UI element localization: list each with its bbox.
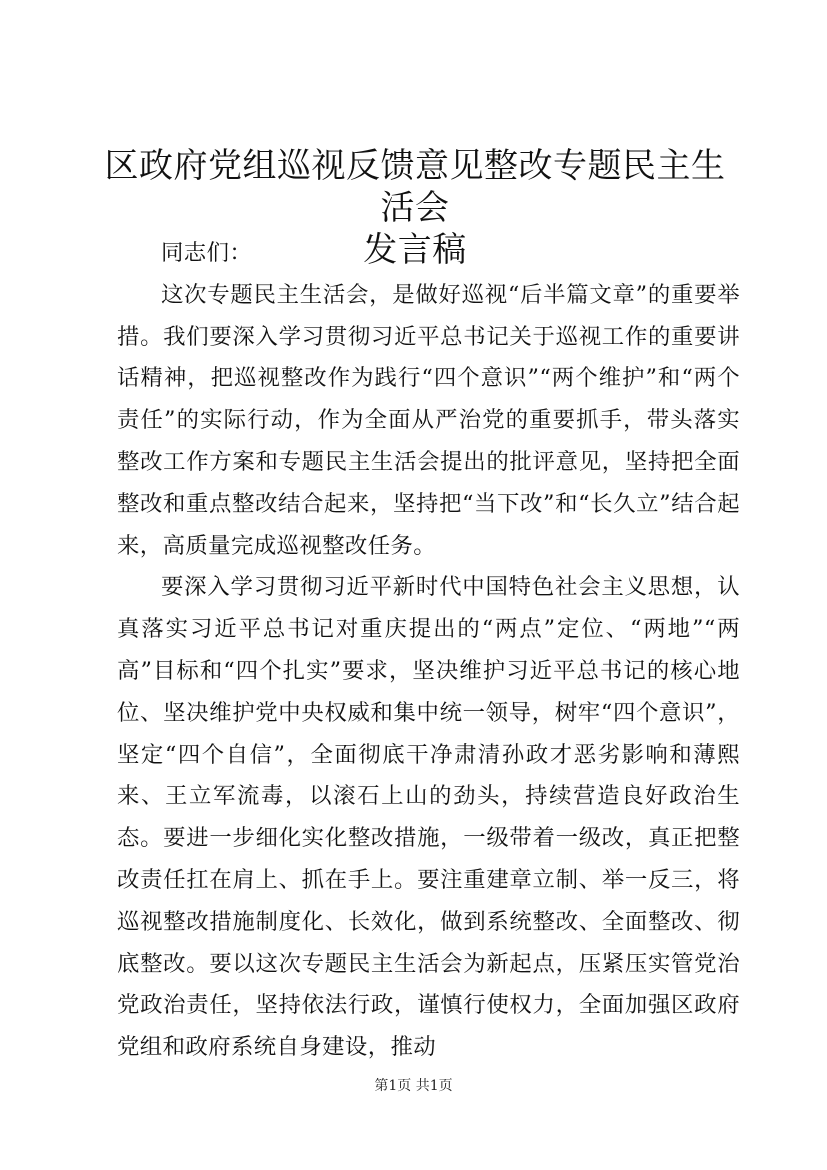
salutation: 同志们： bbox=[161, 240, 253, 266]
document-title-line-2: 发言稿 bbox=[363, 230, 467, 270]
page-number-label: 第1页 共1页 bbox=[374, 1078, 453, 1094]
body-paragraph-1: 这次专题民主生活会，是做好巡视“后半篇文章”的重要举措。我们要深入学习贯彻习近平总书记关于巡视工作的重要讲话精神，把巡视整改作为践行“四个意识”“两个维护”和“两个责任”的实际行动，作为全面从严治党的重要抓手，带头落实整改工作方案和专题民主生活会提出的批评意见，坚持把全面整改和重点整改结合起来，坚持把“当下改”和“长久立”结合起来，高质量完成巡视整改任务。 bbox=[117, 281, 740, 559]
document-body bbox=[117, 233, 740, 1069]
body-paragraph-2: 要深入学习贯彻习近平新时代中国特色社会主义思想，认真落实习近平总书记对重庆提出的“两点”定位、“两地”“两高”目标和“四个扎实”要求，坚决维护习近平总书记的核心地位、坚决维护党中央权威和集中统一领导，树牢“四个意识”，坚定“四个自信”，全面彻底干净肃清孙政才恶劣影响和薄熙来、王立军流毒，以滚石上山的劲头，持续营造良好政治生态。要进一步细化实化整改措施，一级带着一级改，真正把整改责任扛在肩上、抓在手上。要注重建章立制、举一反三，将巡视整改措施制度化、长效化，做到系统整改、全面整改、彻底整改。要以这次专题民主生活会为新起点，压紧压实管党治党政治责任，坚持依法行政，谨慎行使权力，全面加强区政府党组和政府系统自身建设，推动 bbox=[117, 574, 740, 1061]
document-title-line-1: 区政府党组巡视反馈意见整改专题民主生活会 bbox=[104, 146, 726, 228]
page-footer bbox=[0, 1076, 827, 1096]
